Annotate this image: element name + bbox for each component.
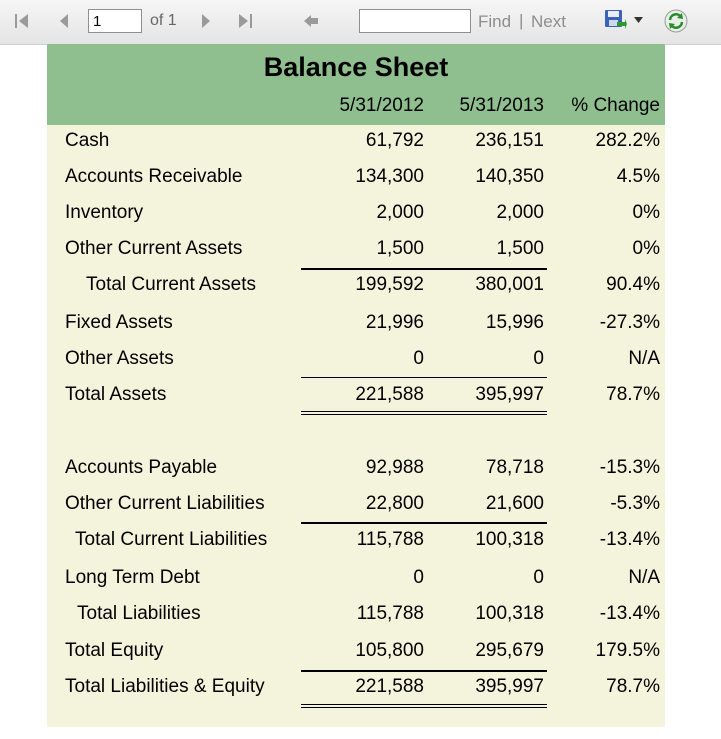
inventory-2013: 2,000 [496, 202, 544, 223]
row-label-total-current-assets: Total Current Assets [86, 274, 257, 295]
row-label-accounts-payable: Accounts Payable [65, 457, 218, 478]
page-count-label: of 1 [150, 12, 177, 29]
total-equity-pct: 179.5% [595, 640, 660, 661]
find-input[interactable] [359, 9, 471, 33]
export-dropdown-icon[interactable] [634, 17, 643, 23]
page-number-input[interactable] [88, 9, 142, 33]
fixed-assets-pct: -27.3% [599, 312, 660, 333]
total-double-rule [301, 707, 547, 708]
total-current-assets-2012: 199,592 [355, 274, 424, 295]
row-label-accounts-receivable: Accounts Receivable [65, 166, 243, 187]
long-term-debt-pct: N/A [628, 567, 660, 588]
previous-page-icon[interactable] [57, 12, 71, 30]
total-double-rule [301, 704, 547, 705]
column-header-pct-change: % Change [571, 95, 660, 116]
accounts-payable-2013: 78,718 [485, 457, 544, 478]
back-icon[interactable] [302, 12, 320, 30]
total-assets-2013: 395,997 [475, 384, 544, 405]
total-double-rule [301, 411, 547, 412]
other-current-liabilities-pct: -5.3% [610, 493, 660, 514]
total-double-rule [301, 414, 547, 415]
total-liabilities-2012: 115,788 [356, 603, 424, 624]
inventory-2012: 2,000 [376, 202, 424, 223]
toolbar-separator: | [519, 11, 524, 30]
balance-sheet-report [47, 44, 665, 727]
total-liabilities-equity-2012: 221,588 [355, 676, 424, 697]
total-assets-2012: 221,588 [355, 384, 424, 405]
other-assets-2013: 0 [533, 348, 544, 369]
total-liabilities-pct: -13.4% [599, 603, 660, 624]
row-label-other-assets: Other Assets [65, 348, 174, 369]
column-header-2012: 5/31/2012 [339, 95, 424, 116]
subtotal-rule [301, 268, 547, 270]
accounts-receivable-pct: 4.5% [616, 166, 660, 187]
other-current-assets-pct: 0% [632, 238, 660, 259]
refresh-icon[interactable] [664, 9, 688, 33]
total-current-assets-2013: 380,001 [475, 274, 544, 295]
long-term-debt-2013: 0 [533, 567, 544, 588]
other-current-liabilities-2013: 21,600 [485, 493, 544, 514]
accounts-payable-pct: -15.3% [599, 457, 660, 478]
row-label-total-equity: Total Equity [65, 640, 164, 661]
accounts-receivable-2013: 140,350 [475, 166, 544, 187]
row-label-total-assets: Total Assets [65, 384, 167, 405]
row-label-fixed-assets: Fixed Assets [65, 312, 173, 333]
first-page-icon[interactable] [13, 12, 31, 30]
total-current-liabilities-2012: 115,788 [356, 529, 424, 550]
last-page-icon[interactable] [236, 12, 254, 30]
long-term-debt-2012: 0 [413, 567, 424, 588]
column-header-2013: 5/31/2013 [459, 95, 544, 116]
total-assets-pct: 78.7% [606, 384, 660, 405]
export-save-icon[interactable] [603, 8, 627, 32]
row-label-total-current-liabilities: Total Current Liabilities [75, 529, 268, 550]
total-current-liabilities-pct: -13.4% [599, 529, 660, 550]
row-label-total-liabilities: Total Liabilities [77, 603, 201, 624]
row-label-total-liabilities-equity: Total Liabilities & Equity [65, 676, 265, 697]
row-label-inventory: Inventory [65, 202, 144, 223]
total-equity-2013: 295,679 [475, 640, 544, 661]
row-label-other-current-assets: Other Current Assets [65, 238, 243, 259]
total-equity-2012: 105,800 [355, 640, 424, 661]
subtotal-rule [301, 522, 547, 524]
row-label-other-current-liabilities: Other Current Liabilities [65, 493, 265, 514]
other-assets-pct: N/A [628, 348, 660, 369]
next-page-icon[interactable] [199, 12, 213, 30]
cash-pct: 282.2% [595, 130, 660, 151]
total-liabilities-equity-pct: 78.7% [606, 676, 660, 697]
total-liabilities-2013: 100,318 [475, 603, 544, 624]
subtotal-rule [301, 377, 547, 378]
accounts-receivable-2012: 134,300 [355, 166, 424, 187]
row-label-long-term-debt: Long Term Debt [65, 567, 200, 588]
total-current-liabilities-2013: 100,318 [475, 529, 544, 550]
total-liabilities-equity-2013: 395,997 [475, 676, 544, 697]
other-current-assets-2012: 1,500 [376, 238, 424, 259]
fixed-assets-2012: 21,996 [365, 312, 424, 333]
other-assets-2012: 0 [413, 348, 424, 369]
report-title: Balance Sheet [263, 52, 449, 82]
inventory-pct: 0% [632, 202, 660, 223]
total-current-assets-pct: 90.4% [606, 274, 660, 295]
find-link[interactable]: Find [478, 12, 512, 31]
fixed-assets-2013: 15,996 [485, 312, 544, 333]
other-current-assets-2013: 1,500 [496, 238, 544, 259]
report-toolbar [0, 0, 721, 45]
row-label-cash: Cash [65, 130, 110, 151]
report-header [47, 44, 665, 125]
other-current-liabilities-2012: 22,800 [365, 493, 424, 514]
find-next-link[interactable]: Next [531, 12, 566, 31]
cash-2012: 61,792 [365, 130, 424, 151]
subtotal-rule [301, 670, 547, 672]
cash-2013: 236,151 [475, 130, 544, 151]
accounts-payable-2012: 92,988 [365, 457, 424, 478]
